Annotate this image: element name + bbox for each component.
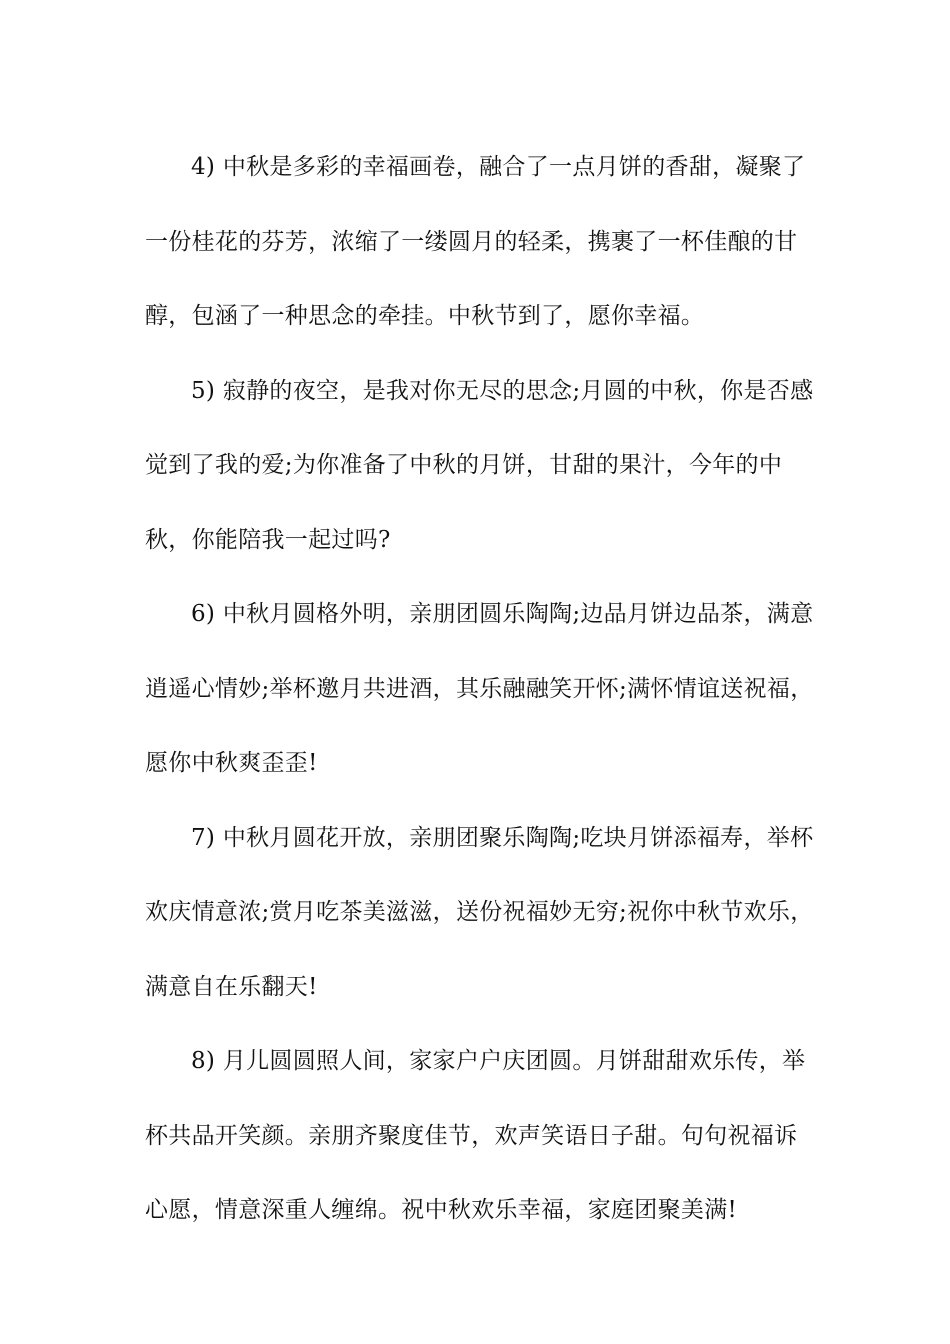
paragraph-6: 6) 中秋月圆格外明，亲朋团圆乐陶陶;边品月饼边品茶，满意逍遥心情妙;举杯邀月共进酒，其乐融融笑开怀;满怀情谊送祝福，愿你中秋爽歪歪! — [145, 601, 814, 776]
paragraph-8: 8) 月儿圆圆照人间，家家户户庆团圆。月饼甜甜欢乐传，举杯共品开笑颜。亲朋齐聚度佳节，欢声笑语日子甜。句句祝福诉心愿，情意深重人缠绵。祝中秋欢乐幸福，家庭团聚美满! — [145, 1048, 806, 1223]
paragraph-7: 7) 中秋月圆花开放，亲朋团聚乐陶陶;吃块月饼添福寿，举杯欢庆情意浓;赏月吃茶美滋滋，送份祝福妙无穷;祝你中秋节欢乐，满意自在乐翻天! — [145, 824, 814, 1000]
document-body — [145, 130, 815, 1248]
paragraph-5: 5) 寂静的夜空，是我对你无尽的思念;月圆的中秋，你是否感觉到了我的爱;为你准备了中秋的月饼，甘甜的果汁，今年的中秋，你能陪我一起过吗? — [145, 377, 814, 553]
paragraph-4: 4) 中秋是多彩的幸福画卷，融合了一点月饼的香甜，凝聚了一份桂花的芬芳，浓缩了一缕圆月的轻柔，携裹了一杯佳酿的甘醇，包涵了一种思念的牵挂。中秋节到了，愿你幸福。 — [145, 154, 806, 329]
